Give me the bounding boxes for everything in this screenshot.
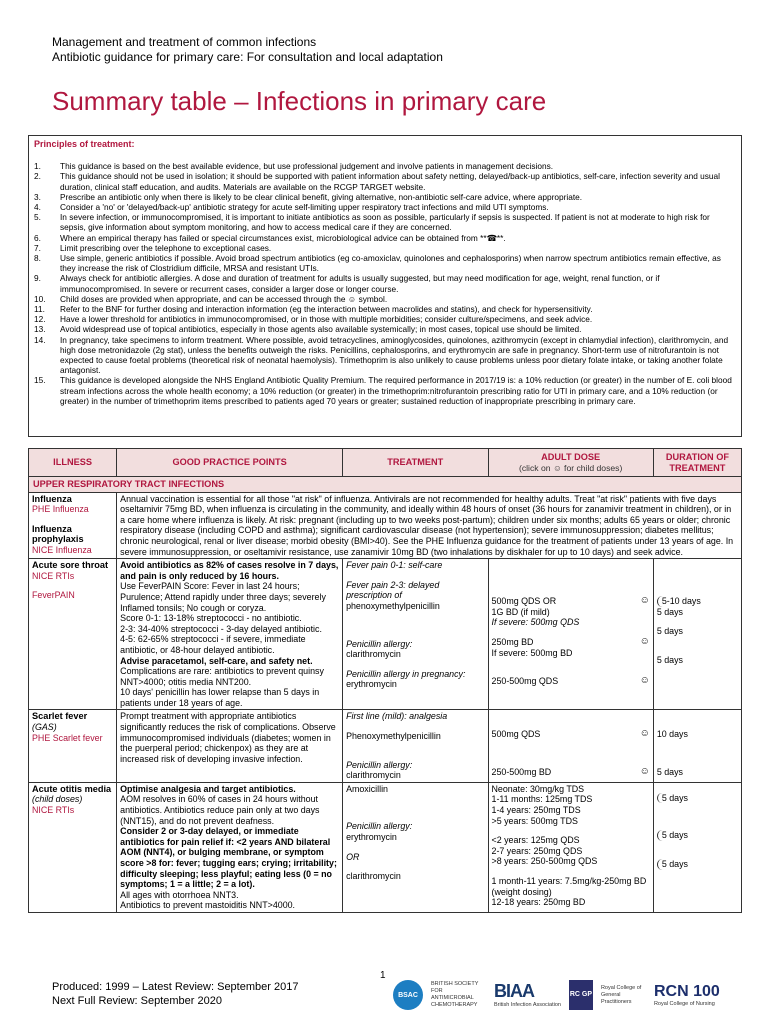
principle-item: 8. Use simple, generic antibiotics if possible. Avoid broad spectrum antibiotics (eg co-amoxiclav, quinolones and cephalosporins) when narrow spectrum antibiotics remain effective, as they increase the risk of Clostridium difficile, MRSA and resistant UTIs.	[34, 253, 721, 274]
child-dose-smiley-icon[interactable]: ☺	[639, 635, 650, 647]
link-phe-influenza[interactable]: PHE Influenza	[32, 504, 89, 515]
illness-cell: Scarlet fever (GAS) PHE Scarlet fever	[29, 710, 117, 782]
link-nice-influenza[interactable]: NICE Influenza	[32, 544, 92, 555]
principle-item: 10. Child doses are provided when appropriate, and can be accessed through the ☺ symbol.	[34, 293, 388, 304]
principles-box	[28, 135, 742, 437]
gpp-cell: Annual vaccination is essential for all those "at risk" of influenza. Antivirals are not recommended for healthy adults. Treat "at risk" patients with five days oseltamivir 75mg BD, when influenza is circulating in the community, and ideally within 48 hours of onset (36 hours for zanamivir treatment in children), or in a care home where influenza is likely. At risk: pregnant (including up to two weeks post-partum); children under six months; adults 65 years or older; chronic respiratory disease (including COPD and asthma); significant cardiovascular disease (not hypertension); severe immunosuppression; diabetes mellitus; chronic neurological, renal or liver disease; morbid obesity (BMI>40). See the PHE Influenza guidance for the treatment of patients under 13 years of age. In severe immunosuppression, or oseltamivir resistance, use zanamivir 10mg BD (two inhalations by diskhaler for up to 10 days) and seek advice.	[117, 492, 742, 559]
dose-cell: 500mg QDS OR ☺ 1G BD (if mild) If severe: 500mg QDS 250mg BD ☺ If severe: 500mg BD 250-500mg QDS ☺	[488, 559, 653, 710]
duration-cell: 5-10 days 5 days 5 days 5 days	[653, 559, 741, 710]
footer-produced: Produced: 1999 – Latest Review: September 2017	[52, 981, 299, 993]
rcgp-logo: RC GP	[569, 980, 593, 1010]
partner-logos	[393, 975, 723, 1015]
principle-item: 6. Where an empirical therapy has failed or special circumstances exist, microbiological advice can be obtained from **☎**.	[34, 232, 506, 243]
table-header-row	[29, 449, 742, 477]
principle-item: 9. Always check for antibiotic allergies. A dose and duration of treatment for adults is usually suggested, but may need modification for age, weight, renal function, or if immunocompromised. In severe or recurrent cases, consider a larger dose or longer course.	[34, 273, 660, 294]
table-row	[29, 559, 742, 710]
table-row	[29, 782, 742, 912]
summary-table	[28, 448, 742, 913]
header-line-1: Management and treatment of common infections	[52, 35, 317, 49]
link-feverpain[interactable]: FeverPAIN	[32, 590, 75, 601]
header-good-practice: GOOD PRACTICE POINTS	[117, 449, 343, 477]
treatment-cell: Amoxicillin Penicillin allergy: erythromycin OR clarithromycin	[343, 782, 488, 912]
principles-list	[34, 161, 736, 406]
illness-cell: Acute sore throat NICE RTIs FeverPAIN	[29, 559, 117, 710]
principle-item: 12. Have a lower threshold for antibiotics in immunocompromised, or in those with multiple morbidities; consider culture/specimens, and seek advice.	[34, 314, 593, 325]
header-duration: DURATION OF TREATMENT	[653, 449, 741, 477]
document-header	[52, 35, 443, 65]
table-row	[29, 492, 742, 559]
bsac-logo: BSAC	[393, 980, 423, 1010]
principle-item: 14. In pregnancy, take specimens to inform treatment. Where possible, avoid tetracyclines, aminoglycosides, quinolones, azithromycin (except in chlamydial infection), clarithromycin, and high dose metronidazole (2g stat), unless the benefits outweigh the risks. Penicillins, cephalosporins, and erythromycin are safe in pregnancy. Short-term use of nitrofurantoin is not expected to cause foetal problems (theoretical risk of neonatal haemolysis). Trimethoprim is also unlikely to cause problems unless poor dietary folate intake, or taking another folate antagonist.	[34, 334, 729, 376]
header-illness: ILLNESS	[29, 449, 117, 477]
table-row	[29, 710, 742, 782]
gpp-cell: Optimise analgesia and target antibiotics. AOM resolves in 60% of cases in 24 hours without antibiotics. Antibiotics reduce pain only at two days (NNT15), and do not prevent deafness. Consider 2 or 3-day delayed, or immediate antibiotics for pain relief if: <2 years AND bilateral AOM (NNT4), or bulging membrane, or symptom score >8 for: fever; tugging ears; crying; irritability; difficulty sleeping; less playful; eating less (0 = no symptoms; 1 = a little; 2 = a lot). All ages with otorrhoea NNT3. Antibiotics to prevent mastoiditis NNT>4000.	[117, 782, 343, 912]
page-number: 1	[380, 970, 386, 981]
bsac-logo-text: BRITISH SOCIETY FOR ANTIMICROBIAL CHEMOTHERAPY	[431, 981, 479, 1008]
footer-next-review: Next Full Review: September 2020	[52, 995, 222, 1007]
duration-cell: 5 days 5 days 5 days	[653, 782, 741, 912]
header-adult-dose: ADULT DOSE (click on ☺ for child doses)	[488, 449, 653, 477]
child-dose-smiley-icon[interactable]: ☺	[639, 766, 650, 778]
gpp-cell: Avoid antibiotics as 82% of cases resolve in 7 days, and pain is only reduced by 16 hours. Use FeverPAIN Score: Fever in last 24 hours; Purulence; Attend rapidly under three days; severely Inflamed tonsils; No cough or coryza. Score 0-1: 13-18% streptococci - no antibiotic. 2-3: 34-40% streptococci - 3-day delayed antibiotic. 4-5: 62-65% streptococci - if severe, immediate antibiotic, or 48-hour delayed antibiotic. Advise paracetamol, self-care, and safety net. Complications are rare: antibiotics to prevent quinsy NNT>4000; otitis media NNT200. 10 days' penicillin has lower relapse than 5 days in patients under 18 years of age.	[117, 559, 343, 710]
illness-cell: Influenza PHE Influenza Influenza prophylaxis NICE Influenza	[29, 492, 117, 559]
header-treatment: TREATMENT	[343, 449, 488, 477]
dose-cell: Neonate: 30mg/kg TDS 1-11 months: 125mg TDS 1-4 years: 250mg TDS >5 years: 500mg TDS <2 years: 125mg QDS 2-7 years: 250mg QDS >8 years: 250-500mg QDS 1 month-11 years: 7.5mg/kg-250mg BD (weight dosing) 12-18 years: 250mg BD	[488, 782, 653, 912]
rcn-logo: RCN 100 Royal College of Nursing	[653, 982, 720, 1007]
principle-item: 7. Limit prescribing over the telephone to exceptional cases.	[34, 242, 272, 253]
biaa-logo: BIAA British Infection Association	[494, 981, 561, 1008]
treatment-cell: First line (mild): analgesia Phenoxymethylpenicillin Penicillin allergy: clarithromycin	[343, 710, 488, 782]
child-dose-smiley-icon[interactable]: ☺	[639, 675, 650, 687]
gpp-cell: Prompt treatment with appropriate antibiotics significantly reduces the risk of complications. Observe immunocompromised individuals (diabetes; women in the puerperal period; chickenpox) as they are at increased risk of developing invasive infection.	[117, 710, 343, 782]
child-dose-smiley-icon[interactable]: ☺	[639, 728, 650, 740]
principle-item: 15. This guidance is developed alongside the NHS England Antibiotic Quality Premium. The required performance in 2017/19 is: a 10% reduction (or greater) in the number of E. coli blood stream infections across the whole health economy; a 10% reduction (or greater) in the trimethoprim:nitrofurantoin prescribing ratio for UTI in primary care, and a 10% reduction (or greater) in the number of trimethoprim items prescribed to patients aged 70 years or greater; sustained reduction of inappropriate prescribing in primary care.	[34, 375, 732, 406]
header-dose-subtext[interactable]: (click on ☺ for child doses)	[518, 462, 623, 473]
header-line-2: Antibiotic guidance for primary care: For consultation and local adaptation	[52, 50, 443, 64]
illness-cell: Acute otitis media (child doses) NICE RTIs	[29, 782, 117, 912]
principle-item: 13. Avoid widespread use of topical antibiotics, especially in those agents also available systemically; in most cases, topical use should be limited.	[34, 324, 582, 335]
child-dose-smiley-icon[interactable]: ☺	[639, 595, 650, 607]
section-row	[29, 477, 742, 493]
treatment-cell: Fever pain 0-1: self-care Fever pain 2-3: delayed prescription of phenoxymethylpenicillin Penicillin allergy: clarithromycin Penicillin allergy in pregnancy: erythromycin	[343, 559, 488, 710]
link-phe-scarlet-fever[interactable]: PHE Scarlet fever	[32, 732, 103, 743]
principle-item: 3. Prescribe an antibiotic only when there is likely to be clear clinical benefit, giving alternative, non-antibiotic self-care advice, where appropriate.	[34, 191, 583, 202]
rcgp-logo-text: Royal College of General Practitioners	[600, 984, 642, 1005]
footer	[52, 980, 298, 1008]
link-nice-rtis[interactable]: NICE RTIs	[32, 805, 75, 816]
link-nice-rtis[interactable]: NICE RTIs	[32, 570, 75, 581]
section-title: UPPER RESPIRATORY TRACT INFECTIONS	[29, 477, 742, 493]
principle-item: 11. Refer to the BNF for further dosing and interaction information (eg the interaction between macrolides and statins), and check for hypersensitivity.	[34, 304, 593, 315]
page-title: Summary table – Infections in primary care	[52, 86, 547, 116]
principle-item: 4. Consider a 'no' or 'delayed/back-up' antibiotic strategy for acute self-limiting upper respiratory tract infections and mild UTI symptoms.	[34, 202, 549, 213]
principle-item: 1. This guidance is based on the best available evidence, but use professional judgement and involve patients in management decisions.	[34, 161, 554, 172]
duration-cell: 10 days 5 days	[653, 710, 741, 782]
principles-heading: Principles of treatment:	[34, 139, 135, 149]
dose-cell: 500mg QDS ☺ 250-500mg BD ☺	[488, 710, 653, 782]
principle-item: 2. This guidance should not be used in isolation; it should be supported with patient information about safety netting, delayed/back-up antibiotics, self-care, infection severity and usual duration, clinical staff education, and audits. Materials are available on the RCGP TARGET website.	[34, 171, 721, 192]
principle-item: 5. In severe infection, or immunocompromised, it is important to initiate antibiotics as soon as possible, particularly if sepsis is suspected. If patient is not at moderate to high risk for sepsis, give information about symptom monitoring, and how to access medical care if they are concerned.	[34, 212, 710, 233]
